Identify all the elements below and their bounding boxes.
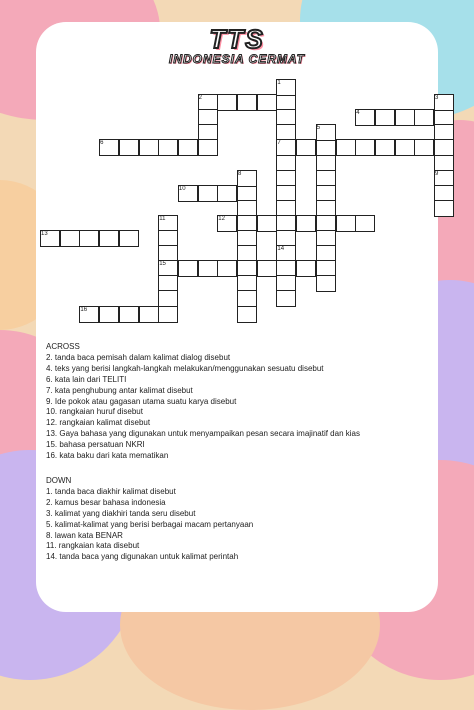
crossword-cell[interactable] — [198, 260, 218, 277]
clue-number: 4 — [356, 110, 360, 117]
clue-number: 14 — [277, 246, 285, 253]
clue-number: 12 — [218, 215, 225, 222]
crossword-cell[interactable] — [296, 215, 316, 232]
crossword-cell[interactable] — [395, 139, 415, 156]
crossword-cell[interactable] — [158, 139, 178, 156]
crossword-cell[interactable] — [296, 139, 316, 156]
crossword-cell[interactable] — [237, 94, 257, 111]
clue-number: 9 — [435, 170, 439, 177]
clue-number: 16 — [80, 306, 88, 313]
across-heading: ACROSS — [46, 342, 80, 351]
crossword-cell[interactable] — [257, 215, 277, 232]
crossword-cell[interactable] — [99, 230, 119, 247]
clue-item: 9. Ide pokok atau gagasan utama suatu karya disebut — [46, 396, 237, 406]
clue-item: 3. kalimat yang diakhiri tanda seru disebut — [46, 508, 196, 518]
crossword-cell[interactable] — [158, 306, 178, 323]
crossword-cell[interactable] — [79, 230, 99, 247]
clue-item: 7. kata penghubung antar kalimat disebut — [46, 385, 193, 395]
clue-number: 15 — [159, 261, 166, 268]
clue-item: 16. kata baku dari kata mematikan — [46, 451, 169, 461]
crossword-cell[interactable] — [198, 139, 218, 156]
crossword-cell[interactable] — [119, 306, 139, 323]
clue-item: 4. teks yang berisi langkah-langkah melakukan/menggunakan sesuatu disebut — [46, 363, 324, 373]
clue-item: 15. bahasa persatuan NKRI — [46, 440, 145, 450]
crossword-cell[interactable] — [316, 275, 336, 292]
clue-item: 6. kata lain dari TELITI — [46, 374, 127, 384]
clue-number: 11 — [159, 215, 166, 222]
clue-number: 8 — [238, 170, 242, 177]
across-clue-list — [46, 353, 436, 462]
clue-item: 12. rangkaian kalimat disebut — [46, 418, 151, 428]
clue-number: 3 — [435, 95, 439, 102]
crossword-cell[interactable] — [139, 306, 159, 323]
clue-item: 13. Gaya bahasa yang digunakan untuk menyampaikan pesan secara imajinatif dan kias — [46, 429, 360, 439]
clue-item: 2. kamus besar bahasa indonesia — [46, 497, 166, 507]
clue-number: 10 — [178, 185, 186, 192]
crossword-cell[interactable] — [276, 290, 296, 307]
crossword-cell[interactable] — [60, 230, 80, 247]
crossword-cell[interactable] — [257, 94, 277, 111]
clue-item: 2. tanda baca pemisah dalam kalimat dialog disebut — [46, 352, 231, 362]
clue-item: 5. kalimat-kalimat yang berisi berbagai macam pertanyaan — [46, 519, 254, 529]
crossword-cell[interactable] — [198, 185, 218, 202]
crossword-cell[interactable] — [178, 260, 198, 277]
crossword-cell[interactable] — [119, 230, 139, 247]
crossword-cell[interactable] — [217, 94, 237, 111]
crossword-cell[interactable] — [237, 306, 257, 323]
clue-item: 14. tanda baca yang digunakan untuk kalimat perintah — [46, 552, 239, 562]
worksheet-card — [36, 22, 438, 612]
down-clue-list — [46, 487, 436, 563]
crossword-cell[interactable] — [119, 139, 139, 156]
crossword-cell[interactable] — [257, 260, 277, 277]
crossword-cell[interactable] — [414, 109, 434, 126]
crossword-cell[interactable] — [355, 139, 375, 156]
crossword-cell[interactable] — [178, 139, 198, 156]
crossword-cell[interactable] — [139, 139, 159, 156]
crossword-cell[interactable] — [296, 260, 316, 277]
clue-item: 11. rangkaian kata disebut — [46, 541, 140, 551]
clue-number: 2 — [198, 95, 202, 102]
clue-item: 8. lawan kata BENAR — [46, 530, 123, 540]
clues-panel — [46, 342, 436, 563]
crossword-cell[interactable] — [217, 185, 237, 202]
clue-number: 7 — [277, 140, 281, 147]
clue-number: 13 — [41, 231, 48, 237]
clue-number: 1 — [277, 80, 281, 86]
crossword-cell[interactable] — [375, 109, 395, 126]
clue-number: 6 — [100, 140, 104, 147]
crossword-cell[interactable] — [355, 215, 375, 232]
down-heading: DOWN — [46, 475, 72, 485]
crossword-cell[interactable] — [414, 139, 434, 156]
crossword-cell[interactable] — [336, 215, 356, 232]
page-title: TTS — [209, 24, 265, 54]
clue-item: 1. tanda baca diakhir kalimat disebut — [46, 486, 176, 496]
crossword-cell[interactable] — [395, 109, 415, 126]
clue-item: 10. rangkaian huruf disebut — [46, 407, 143, 417]
crossword-cell[interactable] — [375, 139, 395, 156]
crossword-cell[interactable] — [99, 306, 119, 323]
crossword-cell[interactable] — [217, 260, 237, 277]
clue-number: 5 — [316, 125, 321, 132]
crossword-cell[interactable] — [336, 139, 356, 156]
page-subtitle: INDONESIA CERMAT — [169, 52, 305, 66]
crossword-cell[interactable] — [434, 200, 454, 217]
